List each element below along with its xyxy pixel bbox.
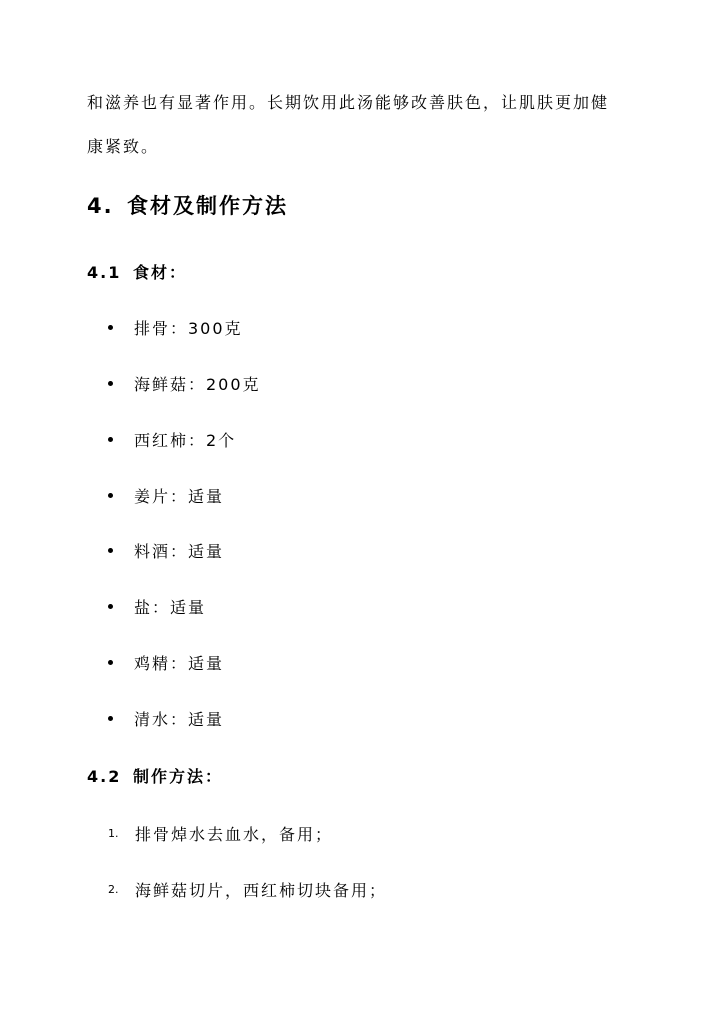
ingredient-text: 姜片：适量	[134, 487, 225, 506]
subsection-number: 4.1	[87, 263, 122, 282]
list-item	[104, 651, 224, 674]
ingredient-text: 鸡精：适量	[134, 654, 225, 673]
subsection-heading-4-1	[87, 260, 187, 283]
subsection-heading-4-2	[87, 764, 223, 787]
section-number: 4.	[87, 194, 114, 218]
paragraph-line-2: 康紧致。	[87, 137, 160, 156]
ingredient-text: 海鲜菇：200克	[134, 375, 261, 394]
bullet-icon	[108, 660, 113, 665]
list-item	[104, 539, 224, 562]
list-item	[108, 822, 333, 845]
bullet-icon	[108, 548, 113, 553]
bullet-icon	[108, 437, 113, 442]
subsection-title: 食材：	[133, 263, 188, 282]
section-title: 食材及制作方法	[127, 194, 288, 218]
ingredient-text: 排骨：300克	[134, 319, 243, 338]
bullet-icon	[108, 716, 113, 721]
ingredient-text: 盐：适量	[134, 598, 207, 617]
subsection-title: 制作方法：	[133, 767, 224, 786]
list-item	[104, 595, 206, 618]
list-item	[104, 484, 224, 507]
bullet-icon	[108, 381, 113, 386]
list-item	[108, 878, 387, 901]
step-text: 排骨焯水去血水，备用；	[135, 825, 334, 844]
bullet-icon	[108, 325, 113, 330]
ingredient-text: 西红柿：2个	[134, 431, 237, 450]
ingredient-text: 料酒：适量	[134, 542, 225, 561]
list-item	[104, 428, 236, 451]
paragraph-line-1: 和滋养也有显著作用。长期饮用此汤能够改善肤色，让肌肤更加健	[87, 93, 610, 112]
list-item	[104, 316, 243, 339]
bullet-icon	[108, 493, 113, 498]
ingredient-text: 清水：适量	[134, 710, 225, 729]
bullet-icon	[108, 604, 113, 609]
list-item	[104, 707, 224, 730]
subsection-number: 4.2	[87, 767, 122, 786]
step-text: 海鲜菇切片，西红柿切块备用；	[135, 881, 388, 900]
list-item	[104, 372, 261, 395]
step-number: 2.	[108, 883, 119, 896]
section-heading-4	[87, 190, 288, 220]
step-number: 1.	[108, 827, 119, 840]
